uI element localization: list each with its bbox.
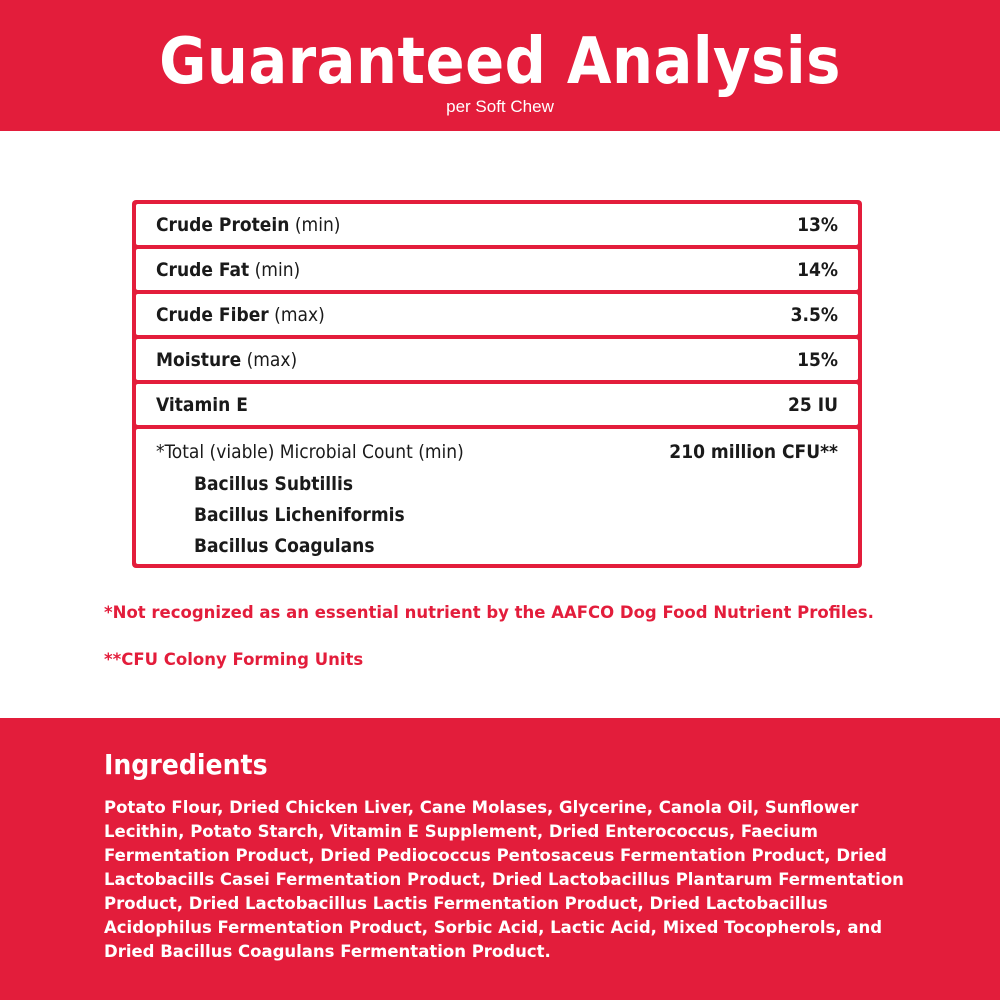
- nutrient-value: 15%: [797, 348, 838, 371]
- analysis-row: [136, 204, 858, 245]
- ingredients-title: Ingredients: [104, 748, 268, 781]
- analysis-row: [136, 294, 858, 335]
- strain-item: Bacillus Coagulans: [194, 535, 375, 557]
- nutrient-name: Crude Protein (min): [156, 213, 341, 236]
- ingredients-text: Potato Flour, Dried Chicken Liver, Cane Molases, Glycerine, Canola Oil, Sunflower Lecithin, Potato Starch, Vitamin E Supplement, Dried Enterococcus, Faecium Fermentation Product, Dried Pediococcus Pentosaceus Fermentation Product, Dried Lactobacills Casei Fermentation Product, Dried Lactobacillus Plantarum Fermentation Product, Dried Lactobacillus Lactis Fermentation Product, Dried Lactobacillus Acidophilus Fermentation Product, Sorbic Acid, Lactic Acid, Mixed Tocopherols, and Dried Bacillus Coagulans Fermentation Product.: [104, 798, 904, 961]
- nutrient-name: Vitamin E: [156, 393, 248, 416]
- nutrient-value: 3.5%: [790, 303, 838, 326]
- analysis-row: [136, 249, 858, 290]
- header-banner: [0, 0, 1000, 131]
- microbial-count-value: 210 million CFU**: [669, 441, 838, 463]
- nutrient-name: Crude Fiber (max): [156, 303, 325, 326]
- strain-list: [156, 469, 838, 562]
- page-title: Guaranteed Analysis: [159, 25, 841, 99]
- guaranteed-analysis-table: [132, 200, 862, 568]
- analysis-row: [136, 339, 858, 380]
- nutrient-name: Moisture (max): [156, 348, 298, 371]
- nutrient-name: Crude Fat (min): [156, 258, 301, 281]
- page-subtitle: per Soft Chew: [446, 97, 554, 116]
- microbial-count-row: [136, 429, 858, 564]
- nutrient-value: 25 IU: [788, 393, 838, 416]
- ingredients-section: [0, 718, 1000, 1000]
- nutrient-value: 14%: [797, 258, 838, 281]
- analysis-row: [136, 384, 858, 425]
- footnote-cfu: **CFU Colony Forming Units: [104, 650, 364, 669]
- strain-item: Bacillus Licheniformis: [194, 504, 405, 526]
- nutrient-value: 13%: [797, 213, 838, 236]
- footnote-aafco: *Not recognized as an essential nutrient by the AAFCO Dog Food Nutrient Profiles.: [104, 603, 874, 622]
- strain-item: Bacillus Subtillis: [194, 473, 354, 495]
- microbial-count-label: *Total (viable) Microbial Count (min): [156, 441, 464, 463]
